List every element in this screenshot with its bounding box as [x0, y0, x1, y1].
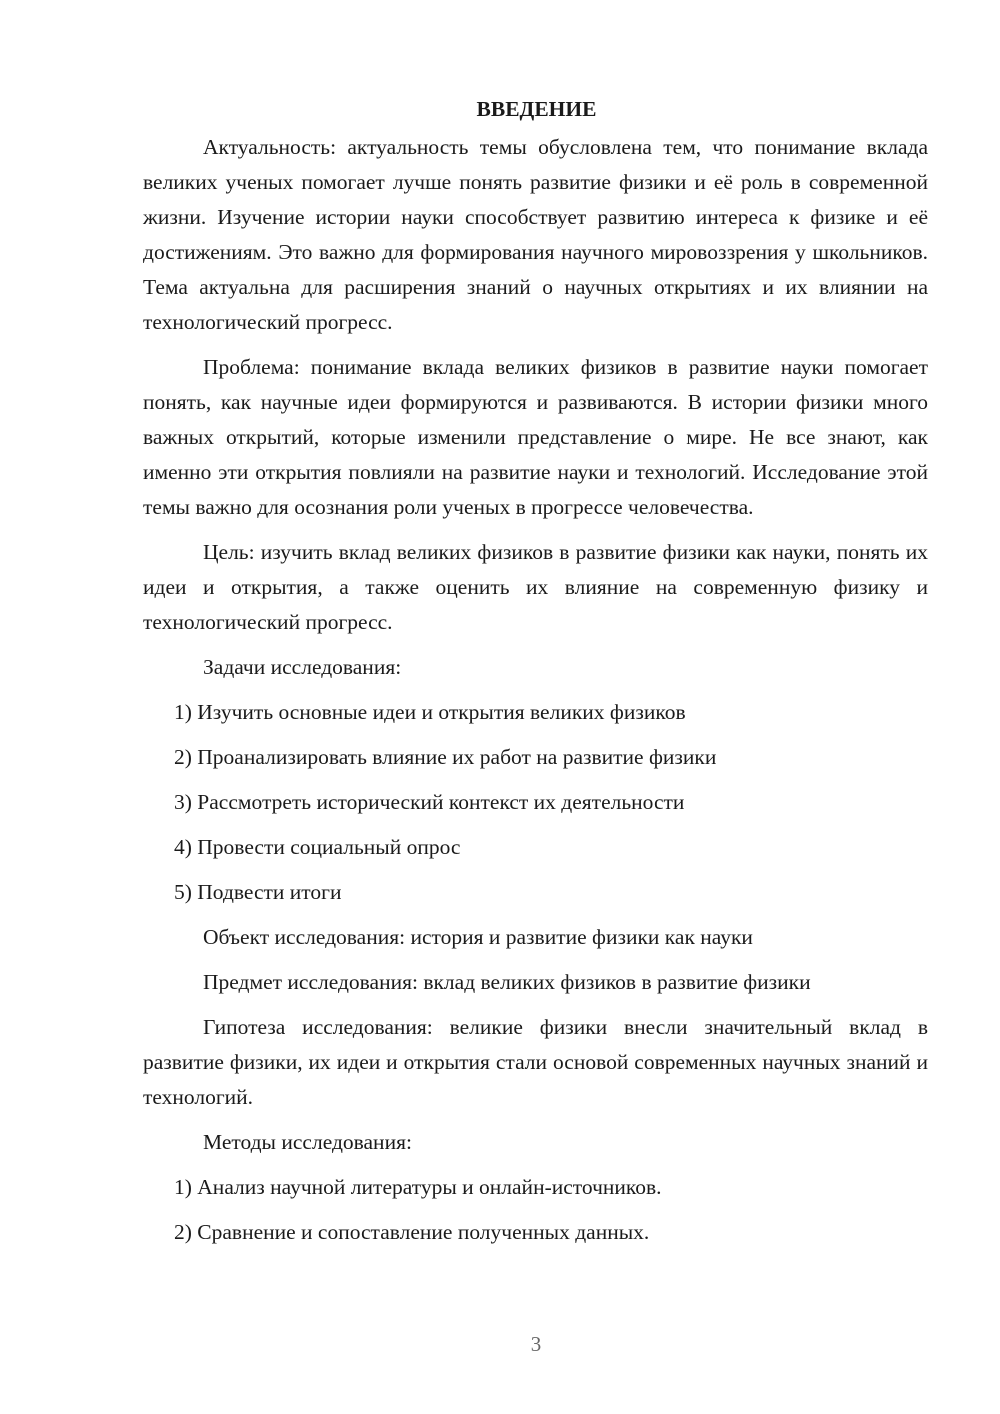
task-item-5: 5) Подвести итоги	[174, 880, 342, 904]
task-item-3: 3) Рассмотреть исторический контекст их деятельности	[174, 790, 685, 814]
document-page	[143, 92, 928, 1260]
task-item-1: 1) Изучить основные идеи и открытия великих физиков	[174, 700, 686, 724]
task-item-2: 2) Проанализировать влияние их работ на развитие физики	[174, 745, 717, 769]
object-line: Объект исследования: история и развитие физики как науки	[203, 925, 753, 949]
task-item-4: 4) Провести социальный опрос	[174, 835, 461, 859]
problem-paragraph: Проблема: понимание вклада великих физиков в развитие науки помогает понять, как научные идеи формируются и развиваются. В истории физики много важных открытий, которые изменили представление о мире. Не все знают, как именно эти открытия повлияли на развитие науки и технологий. Исследование этой темы важно для осознания роли ученых в прогрессе человечества.	[143, 355, 928, 519]
method-item-1: 1) Анализ научной литературы и онлайн-источников.	[174, 1175, 662, 1199]
page-number: 3	[530, 1332, 542, 1356]
subject-line: Предмет исследования: вклад великих физиков в развитие физики	[203, 970, 811, 994]
goal-paragraph: Цель: изучить вклад великих физиков в развитие физики как науки, понять их идеи и открытия, а также оценить их влияние на современную физику и технологический прогресс.	[143, 540, 928, 634]
method-item-2: 2) Сравнение и сопоставление полученных данных.	[174, 1220, 650, 1244]
section-title: ВВЕДЕНИЕ	[476, 97, 597, 121]
hypothesis-paragraph: Гипотеза исследования: великие физики внесли значительный вклад в развитие физики, их идеи и открытия стали основой современных научных знаний и технологий.	[143, 1015, 928, 1109]
relevance-paragraph: Актуальность: актуальность темы обусловлена тем, что понимание вклада великих ученых помогает лучше понять развитие физики и её роль в современной жизни. Изучение истории науки способствует развитию интереса к физике и её достижениям. Это важно для формирования научного мировоззрения у школьников. Тема актуальна для расширения знаний о научных открытиях и их влиянии на технологический прогресс.	[143, 135, 928, 334]
tasks-heading: Задачи исследования:	[203, 655, 402, 679]
methods-heading: Методы исследования:	[203, 1130, 412, 1154]
